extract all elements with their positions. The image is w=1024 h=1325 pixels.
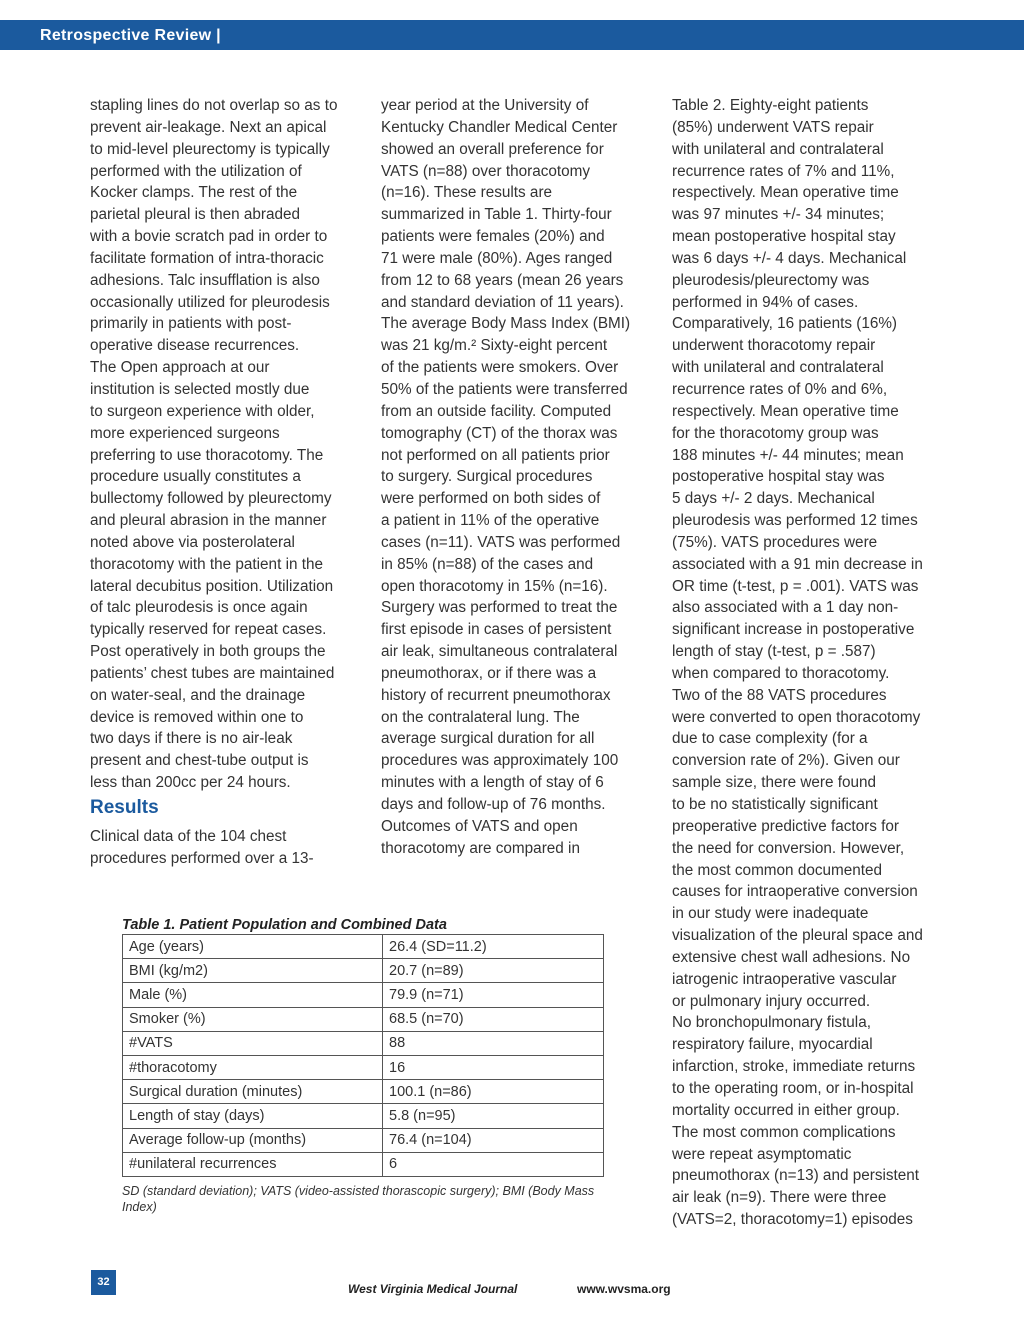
body-text-line: history of recurrent pneumothorax [381,686,611,704]
body-text-line: (75%). VATS procedures were [672,533,878,551]
body-text-line: present and chest-tube output is [90,752,309,770]
body-text-line: length of stay (t-test, p = .587) [672,643,876,661]
body-text-line: to surgery. Surgical procedures [381,468,593,486]
table-row [123,1055,604,1079]
body-text-line: days and follow-up of 76 months. [381,796,606,813]
body-text-line: infarction, stroke, immediate returns [672,1058,916,1076]
body-text-line: respiratory failure, myocardial [672,1036,873,1054]
body-text-line: procedures performed over a 13- [90,849,314,867]
body-text-line: device is removed within one to [90,708,304,726]
body-text-line: were converted to open thoracotomy [672,708,921,726]
table-row [123,1152,604,1176]
body-text-line: visualization of the pleural space and [672,927,923,945]
body-text-line: first episode in cases of persistent [381,621,612,639]
body-text-line: prevent air-leakage. Next an apical [90,118,327,136]
table-cell-label: Average follow-up (months) [123,1128,383,1152]
body-text-line: Clinical data of the 104 chest [90,828,287,845]
body-text-line: Kentucky Chandler Medical Center [381,118,618,136]
body-text-line: extensive chest wall adhesions. No [672,948,911,966]
journal-name: West Virginia Medical Journal [348,1282,518,1296]
body-text-line: air leak (n=9). There were three [672,1189,887,1207]
body-text-line: to mid-level pleurectomy is typically [90,140,330,158]
body-text-line: procedures was approximately 100 [381,752,619,770]
body-text-line: more experienced surgeons [90,424,280,442]
body-text-line: pneumothorax, or if there was a [381,664,597,682]
body-text-line: to surgeon experience with older, [90,402,315,420]
body-text-line: tomography (CT) of the thorax was [381,424,618,442]
body-text-line: or pulmonary injury occurred. [672,992,871,1010]
body-text-line: performed with the utilization of [90,162,302,180]
body-text-line: also associated with a 1 day non- [672,599,899,617]
journal-website: www.wvsma.org [577,1282,671,1296]
body-text-line: No bronchopulmonary fistula, [672,1014,871,1032]
body-text-line: Kocker clamps. The rest of the [90,184,298,202]
body-text-line: a patient in 11% of the operative [381,512,600,530]
table-cell-label: Surgical duration (minutes) [123,1080,383,1104]
running-header-title: Retrospective Review | [40,27,221,44]
table-row [123,983,604,1007]
table-cell-value: 5.8 (n=95) [383,1104,604,1128]
body-text-line: pneumothorax (n=13) and persistent [672,1167,920,1185]
body-text-line: 71 were male (80%). Ages ranged [381,249,613,267]
body-text-line: typically reserved for repeat cases. [90,621,327,639]
body-text-line: average surgical duration for all [381,730,595,748]
body-text-line: two days if there is no air-leak [90,730,293,748]
body-text-line: the most common documented [672,861,883,879]
results-paragraph [90,826,314,870]
table-row [123,1031,604,1055]
body-text-line: facilitate formation of intra-thoracic [90,249,324,267]
body-text-line: patients were females (20%) and [381,228,605,246]
table-cell-value: 6 [383,1152,604,1176]
body-text-line: the need for conversion. However, [672,839,905,857]
body-text-line: pleurodesis/pleurectomy was [672,271,870,289]
table-cell-label: #VATS [123,1031,383,1055]
body-text-line: preoperative predictive factors for [672,817,900,835]
body-text-line: recurrence rates of 7% and 11%, [672,162,895,180]
body-text-line: OR time (t-test, p = .001). VATS was [672,577,919,595]
table-cell-value: 88 [383,1031,604,1055]
table-cell-value: 68.5 (n=70) [383,1007,604,1031]
body-text-line: stapling lines do not overlap so as to [90,97,338,114]
body-text-line: postoperative hospital stay was [672,468,885,486]
body-text-line: not performed on all patients prior [381,446,610,464]
body-text-line: The most common complications [672,1123,896,1141]
body-text-line: with unilateral and contralateral [672,140,884,158]
body-text-line: was 6 days +/- 4 days. Mechanical [672,249,907,267]
body-text-line: 5 days +/- 2 days. Mechanical [672,490,875,508]
body-text-line: to be no statistically significant [672,796,878,813]
body-text-line: respectively. Mean operative time [672,184,899,202]
table-1-footnote: SD (standard deviation); VATS (video-assisted thorascopic surgery); BMI (Body Mass Index) [122,1184,595,1214]
body-text-line: on the contralateral lung. The [381,708,580,726]
body-text-line: cases (n=11). VATS was performed [381,533,621,551]
body-text-line: The average Body Mass Index (BMI) [381,315,631,333]
body-text-line: was 21 kg/m.² Sixty-eight percent [381,337,608,355]
body-text-line: (VATS=2, thoracotomy=1) episodes [672,1211,913,1229]
body-text-line: lateral decubitus position. Utilization [90,577,334,595]
body-text-line: noted above via posterolateral [90,533,295,551]
body-text-line: summarized in Table 1. Thirty-four [381,206,612,224]
body-text-line: underwent thoracotomy repair [672,337,876,355]
text-column-2 [381,95,651,860]
body-text-line: from an outside facility. Computed [381,402,612,420]
body-text-line: (85%) underwent VATS repair [672,118,874,136]
body-text-line: thoracotomy are compared in [381,839,580,857]
body-text-line: The Open approach at our [90,359,270,377]
text-column-3 [672,95,962,1231]
text-column-1 [90,95,360,794]
table-1 [122,934,604,1177]
table-cell-value: 76.4 (n=104) [383,1128,604,1152]
body-text-line: were repeat asymptomatic [672,1145,852,1163]
table-row [123,959,604,983]
table-1-caption: Table 1. Patient Population and Combined Data [122,917,447,933]
body-text-line: pleurodesis was performed 12 times [672,512,918,530]
body-text-line: primarily in patients with post- [90,315,292,333]
running-header-bar [0,20,1024,50]
table-cell-label: Age (years) [123,935,383,959]
body-text-line: patients’ chest tubes are maintained [90,664,335,682]
body-text-line: and standard deviation of 11 years). [381,293,624,311]
body-text-line: sample size, there were found [672,774,877,792]
body-text-line: Table 2. Eighty-eight patients [672,97,869,114]
body-text-line: minutes with a length of stay of 6 [381,774,604,792]
body-text-line: Comparatively, 16 patients (16%) [672,315,898,333]
table-cell-value: 26.4 (SD=11.2) [383,935,604,959]
body-text-line: were performed on both sides of [381,490,601,508]
body-text-line: mean postoperative hospital stay [672,228,896,246]
table-row [123,1128,604,1152]
table-row [123,1104,604,1128]
body-text-line: operative disease recurrences. [90,337,300,355]
body-text-line: of the patients were smokers. Over [381,359,619,377]
body-text-line: recurrence rates of 0% and 6%, [672,380,888,398]
body-text-line: respectively. Mean operative time [672,402,899,420]
body-text-line: air leak, simultaneous contralateral [381,643,618,661]
body-text-line: institution is selected mostly due [90,380,310,398]
body-text-line: significant increase in postoperative [672,621,915,639]
results-heading: Results [90,797,159,818]
body-text-line: Two of the 88 VATS procedures [672,686,887,704]
body-text-line: Outcomes of VATS and open [381,817,578,835]
body-text-line: performed in 94% of cases. [672,293,859,311]
body-text-line: mortality occurred in either group. [672,1101,900,1119]
table-row [123,1007,604,1031]
body-text-line: and pleural abrasion in the manner [90,512,327,530]
body-text-line: bullectomy followed by pleurectomy [90,490,332,508]
table-cell-label: #thoracotomy [123,1055,383,1079]
body-text-line: was 97 minutes +/- 34 minutes; [672,206,885,224]
body-text-line: open thoracotomy in 15% (n=16). [381,577,608,595]
body-text-line: with unilateral and contralateral [672,359,884,377]
table-cell-value: 20.7 (n=89) [383,959,604,983]
body-text-line: of talc pleurodesis is once again [90,599,308,617]
body-text-line: Post operatively in both groups the [90,643,326,661]
table-cell-value: 100.1 (n=86) [383,1080,604,1104]
body-text-line: 50% of the patients were transferred [381,380,628,398]
table-cell-label: Length of stay (days) [123,1104,383,1128]
body-text-line: (n=16). These results are [381,184,553,202]
body-text-line: conversion rate of 2%). Given our [672,752,900,770]
body-text-line: 188 minutes +/- 44 minutes; mean [672,446,904,464]
table-cell-label: BMI (kg/m2) [123,959,383,983]
body-text-line: procedure usually constitutes a [90,468,301,486]
table-cell-label: Male (%) [123,983,383,1007]
body-text-line: with a bovie scratch pad in order to [90,228,328,246]
body-text-line: preferring to use thoracotomy. The [90,446,324,464]
body-text-line: from 12 to 68 years (mean 26 years [381,271,624,289]
body-text-line: due to case complexity (for a [672,730,868,748]
body-text-line: in 85% (n=88) of the cases and [381,555,594,573]
table-row [123,1080,604,1104]
body-text-line: to the operating room, or in-hospital [672,1079,914,1097]
body-text-line: year period at the University of [381,97,589,114]
body-text-line: on water-seal, and the drainage [90,686,306,704]
body-text-line: iatrogenic intraoperative vascular [672,970,897,988]
body-text-line: Surgery was performed to treat the [381,599,618,617]
table-cell-label: Smoker (%) [123,1007,383,1031]
body-text-line: VATS (n=88) over thoracotomy [381,162,591,180]
table-cell-label: #unilateral recurrences [123,1152,383,1176]
body-text-line: showed an overall preference for [381,140,604,158]
body-text-line: associated with a 91 min decrease in [672,555,923,573]
table-cell-value: 79.9 (n=71) [383,983,604,1007]
body-text-line: adhesions. Talc insufflation is also [90,271,320,289]
page-number: 32 [91,1270,116,1295]
body-text-line: thoracotomy with the patient in the [90,555,323,573]
body-text-line: parietal pleural is then abraded [90,206,301,224]
body-text-line: less than 200cc per 24 hours. [90,774,291,792]
body-text-line: for the thoracotomy group was [672,424,879,442]
table-row [123,935,604,959]
body-text-line: occasionally utilized for pleurodesis [90,293,330,311]
body-text-line: in our study were inadequate [672,905,869,923]
body-text-line: causes for intraoperative conversion [672,883,918,901]
body-text-line: when compared to thoracotomy. [672,664,890,682]
table-cell-value: 16 [383,1055,604,1079]
